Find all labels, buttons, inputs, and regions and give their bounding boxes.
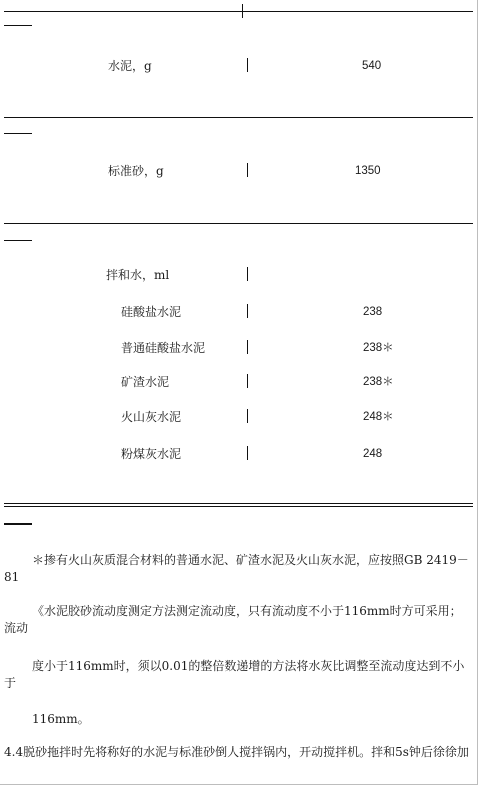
- column-divider: [247, 340, 248, 354]
- row-label-pozzolana-cement: 火山灰水泥: [121, 410, 182, 424]
- column-divider: [247, 58, 248, 72]
- row-label-slag-cement: 矿渣水泥: [121, 375, 170, 389]
- rule-stub: [4, 133, 32, 134]
- table-rule: [4, 117, 473, 118]
- rule-stub: [4, 240, 32, 241]
- row-value-cement: 540: [362, 60, 382, 72]
- table-rule: [4, 223, 473, 224]
- row-label-standard-sand: 标准砂，g: [108, 164, 164, 178]
- note-paragraph: 度小于116mm时，须以0.01的整倍数递增的方法将水灰比调整至流动度达到不小于: [4, 659, 465, 690]
- note-paragraph: 《水泥胶砂流动度测定方法测定流动度，只有流动度不小于116mm时方可采用；流动: [4, 604, 462, 635]
- table-rule: [4, 506, 473, 507]
- row-value-ordinary-portland-cement: 238＊: [363, 342, 394, 354]
- note-paragraph: 116mm。: [32, 712, 90, 726]
- section-paragraph: 4.4脱砂拖拌时先将称好的水泥与标准砂倒人搅拌锅内，开动搅拌机。拌和5s钟后徐徐加: [4, 745, 469, 759]
- row-label-cement: 水泥，g: [108, 59, 152, 73]
- column-divider: [242, 4, 243, 18]
- row-label-mixing-water: 拌和水，ml: [106, 268, 170, 282]
- note-paragraph: ＊掺有火山灰质混合材料的普通水泥、矿渣水泥及火山灰水泥，应按照GB 2419－81: [4, 553, 469, 584]
- row-label-fly-ash-cement: 粉煤灰水泥: [121, 447, 182, 461]
- rule-stub: [4, 523, 32, 525]
- row-value-standard-sand: 1350: [355, 165, 381, 177]
- column-divider: [247, 446, 248, 460]
- column-divider: [247, 409, 248, 423]
- table-rule: [4, 11, 473, 12]
- row-value-slag-cement: 238＊: [363, 376, 394, 388]
- row-value-portland-cement: 238: [363, 306, 383, 318]
- column-divider: [247, 304, 248, 318]
- column-divider: [247, 374, 248, 388]
- column-divider: [247, 163, 248, 177]
- table-rule: [4, 503, 473, 504]
- row-value-fly-ash-cement: 248: [363, 448, 383, 460]
- rule-stub: [4, 25, 32, 26]
- column-divider: [247, 267, 248, 281]
- row-value-pozzolana-cement: 248＊: [363, 411, 394, 423]
- row-label-ordinary-portland-cement: 普通硅酸盐水泥: [121, 341, 206, 355]
- row-label-portland-cement: 硅酸盐水泥: [121, 305, 182, 319]
